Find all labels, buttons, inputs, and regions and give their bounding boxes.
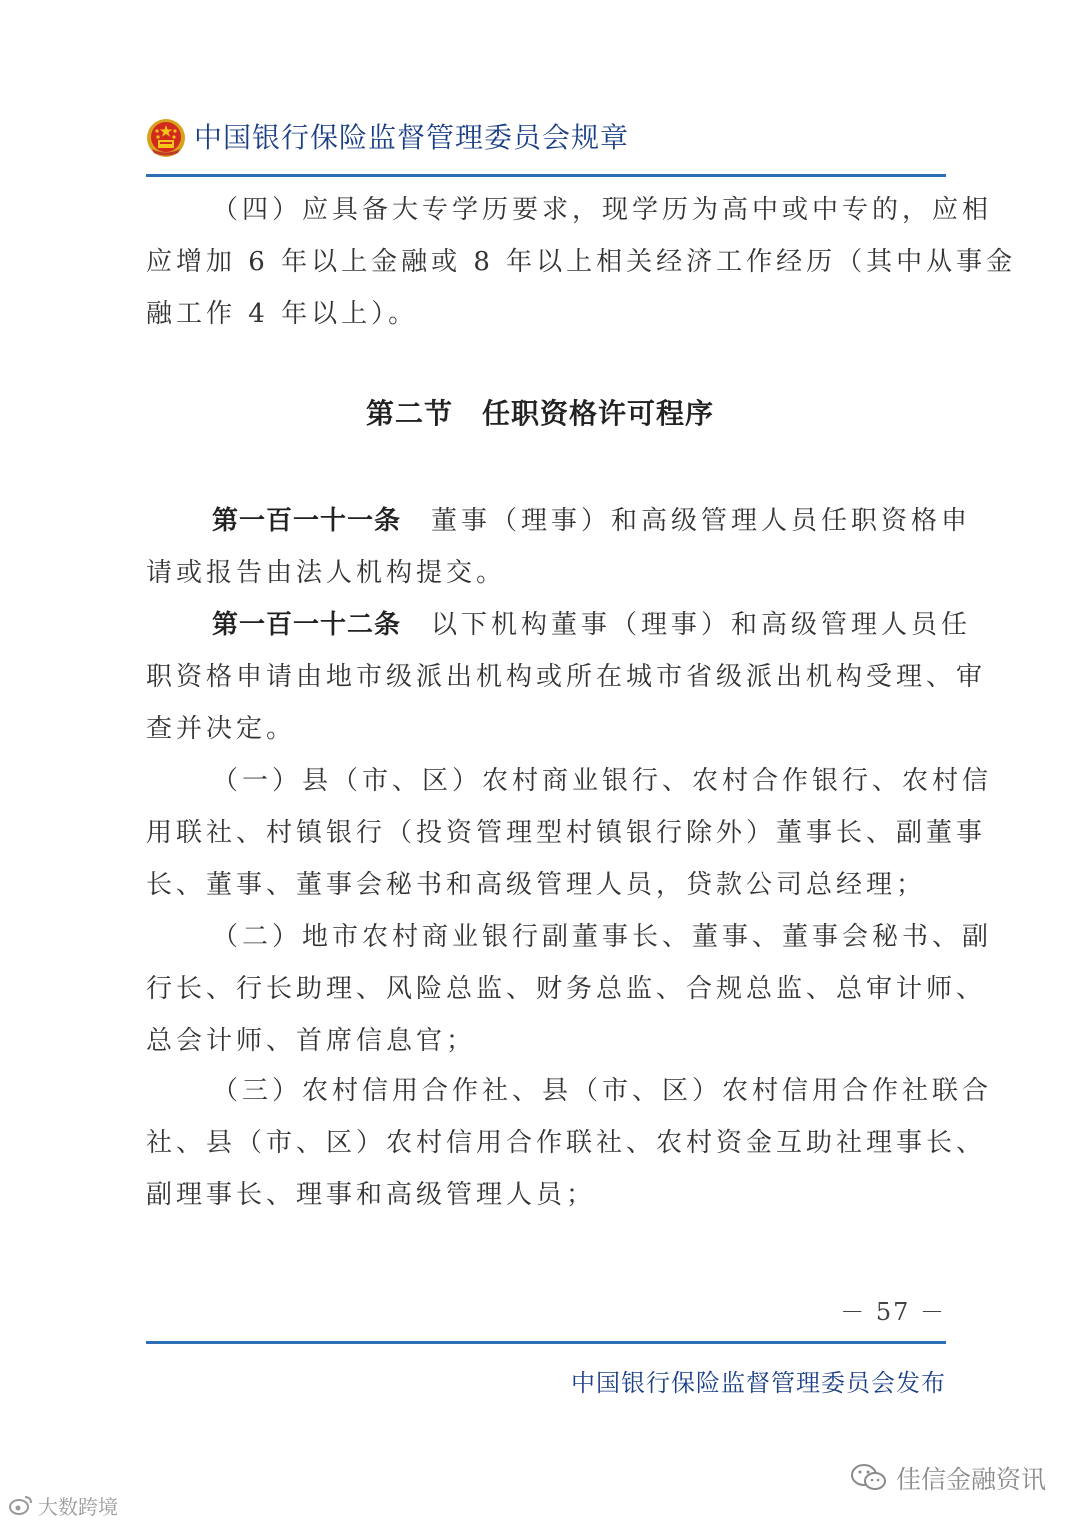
text-line: 以下机构董事（理事）和高级管理人员任	[431, 610, 972, 640]
list-item-2	[146, 911, 993, 1067]
text-line: 行长、行长助理、风险总监、财务总监、合规总监、总审计师、	[146, 974, 987, 1004]
text-line: 董事（理事）和高级管理人员任职资格申	[431, 506, 972, 536]
text-line: 查并决定。	[146, 714, 297, 744]
text-line: 应增加 6 年以上金融或 8 年以上相关经济工作经历（其中从事金	[146, 247, 1017, 277]
text-line: 社、县（市、区）农村信用合作联社、农村资金互助社理事长、	[146, 1128, 987, 1158]
text-line: （二）地市农村商业银行副董事长、董事、董事会秘书、副	[212, 922, 993, 952]
wechat-icon	[850, 1462, 888, 1494]
weibo-watermark-text: 大数跨境	[38, 1494, 118, 1519]
weibo-watermark	[8, 1490, 118, 1520]
list-item-1	[146, 755, 993, 911]
weibo-icon	[8, 1494, 34, 1516]
list-item-3	[146, 1065, 993, 1221]
article-111	[146, 495, 972, 599]
article-112-heading: 第一百一十二条	[212, 610, 402, 640]
header-title: 中国银行保险监督管理委员会规章	[194, 121, 630, 154]
text-line: （一）县（市、区）农村商业银行、农村合作银行、农村信	[212, 766, 993, 796]
section-title: 第二节 任职资格许可程序	[365, 397, 714, 430]
footer-rule	[146, 1341, 946, 1344]
text-line: 融工作 4 年以上）。	[146, 299, 419, 329]
header-rule	[146, 174, 946, 177]
text-line: 请或报告由法人机构提交。	[146, 558, 507, 588]
paragraph-item-4	[146, 184, 1017, 340]
page-header	[146, 116, 946, 166]
text-line: （四）应具备大专学历要求，现学历为高中或中专的，应相	[212, 195, 993, 225]
text-line: 总会计师、首席信息官；	[146, 1026, 477, 1056]
text-line: 副理事长、理事和高级管理人员；	[146, 1180, 597, 1210]
wechat-watermark	[850, 1458, 1046, 1498]
article-111-heading: 第一百一十一条	[212, 506, 402, 536]
article-112	[146, 599, 987, 755]
text-line: 用联社、村镇银行（投资管理型村镇银行除外）董事长、副董事	[146, 818, 987, 848]
article-111-first-line	[146, 495, 972, 547]
text-line: 长、董事、董事会秘书和高级管理人员，贷款公司总经理；	[146, 870, 927, 900]
text-line: （三）农村信用合作社、县（市、区）农村信用合作社联合	[212, 1076, 993, 1106]
article-112-first-line	[146, 599, 972, 651]
text-line: 职资格申请由地市级派出机构或所在城市省级派出机构受理、审	[146, 662, 987, 692]
page-number: － 57 －	[840, 1298, 946, 1326]
wechat-watermark-text: 佳信金融资讯	[895, 1465, 1046, 1494]
national-emblem-icon	[146, 118, 186, 158]
footer-publisher: 中国银行保险监督管理委员会发布	[571, 1369, 946, 1397]
